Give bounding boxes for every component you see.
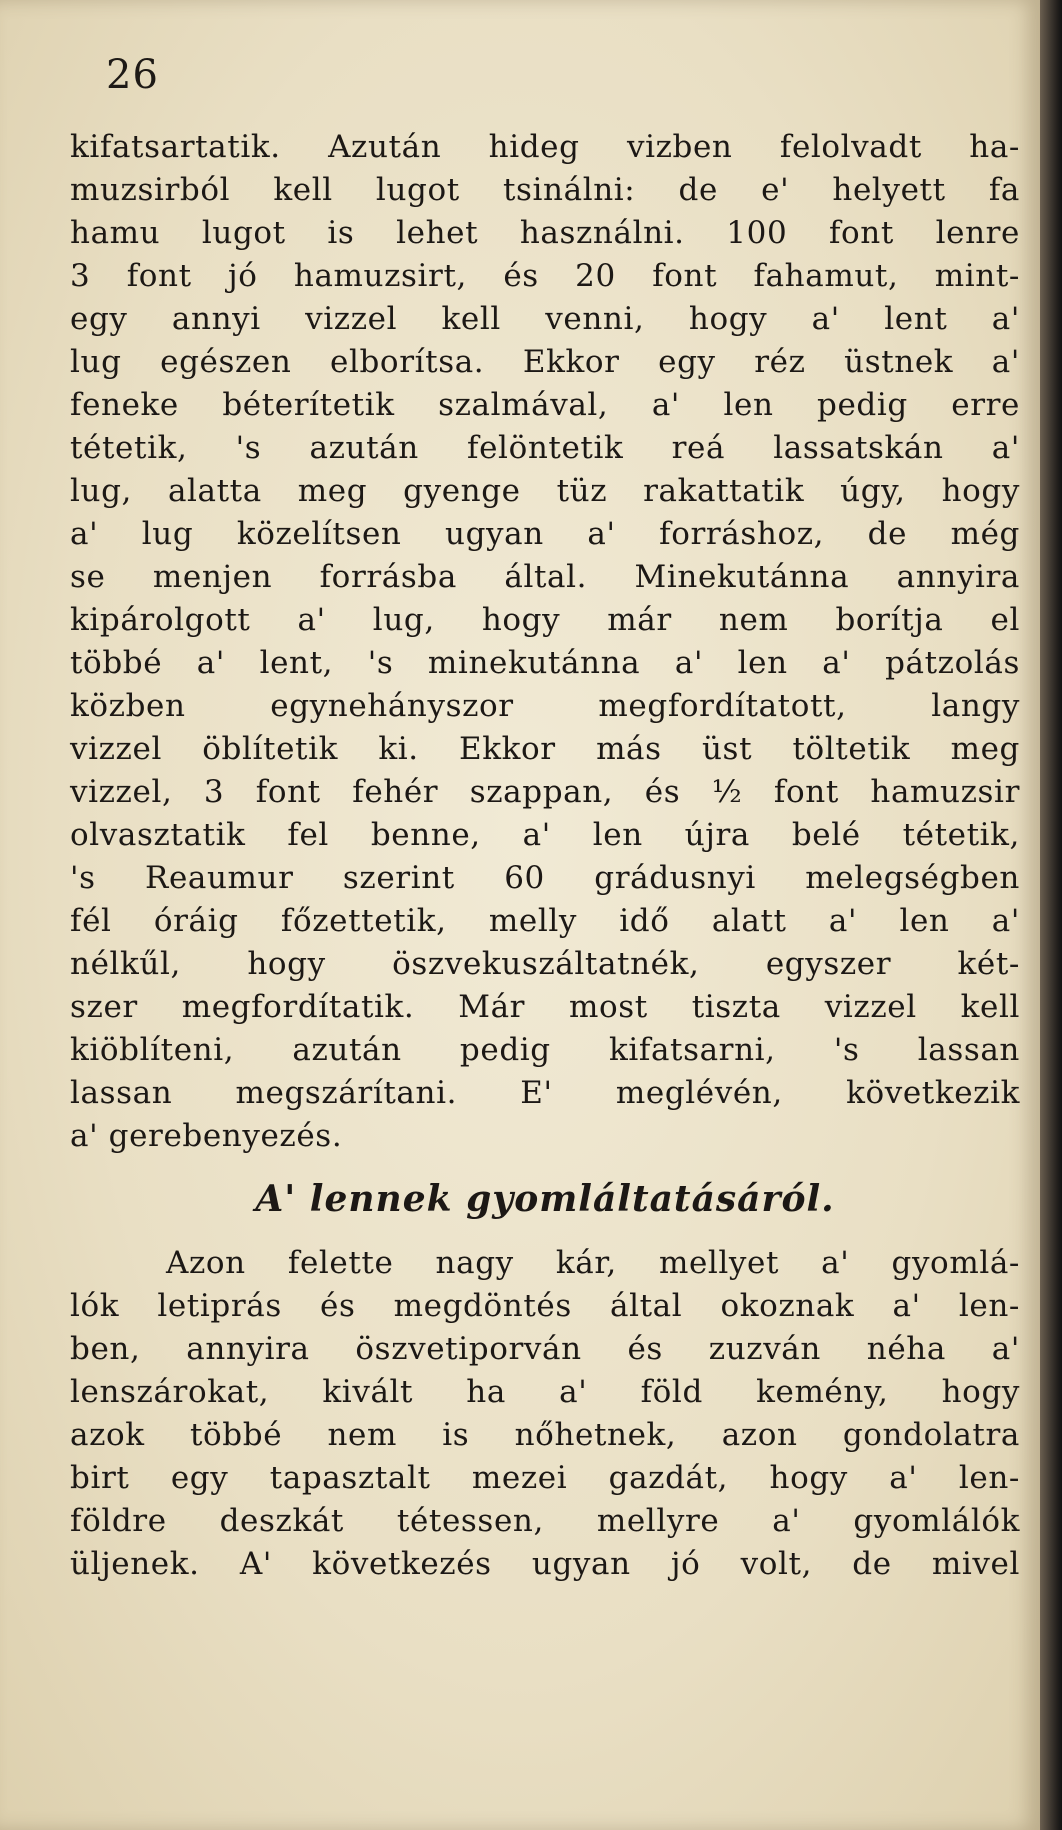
- text-line: földre deszkát tétessen, mellyre a' gyomlálók: [70, 1503, 1020, 1539]
- page-text: [70, 126, 1020, 1586]
- text-line: vizzel, 3 font fehér szappan, és ½ font hamuzsir: [70, 774, 1020, 810]
- text-line: egy annyi vizzel kell venni, hogy a' lent a': [70, 301, 1020, 337]
- text-line: Azon felette nagy kár, mellyet a' gyomlá-: [166, 1245, 1020, 1281]
- text-line: kifatsartatik. Azután hideg vizben felolvadt ha-: [70, 129, 1020, 165]
- text-line: vizzel öblítetik ki. Ekkor más üst töltetik meg: [70, 731, 1020, 767]
- text-line: ben, annyira öszvetiporván és zuzván néha a': [70, 1331, 1020, 1367]
- text-line: azok többé nem is nőhetnek, azon gondolatra: [70, 1417, 1020, 1453]
- paragraph-flax-processing: [70, 126, 1020, 1158]
- text-line: lók letiprás és megdöntés által okoznak a' len-: [70, 1288, 1020, 1324]
- text-line: fél óráig főzettetik, melly idő alatt a' len a': [70, 903, 1020, 939]
- text-line: nélkűl, hogy öszvekuszáltatnék, egyszer két-: [70, 946, 1020, 982]
- text-line: szer megfordítatik. Már most tiszta vizzel kell: [70, 989, 1020, 1025]
- text-line: a' gerebenyezés.: [70, 1118, 343, 1154]
- page-number: 26: [106, 52, 159, 98]
- section-heading: A' lennek gyomláltatásáról.: [255, 1178, 835, 1220]
- text-line: közben egynehányszor megfordítatott, langy: [70, 688, 1020, 724]
- text-line: üljenek. A' következés ugyan jó volt, de mivel: [70, 1546, 1020, 1582]
- text-line: kiöblíteni, azután pedig kifatsarni, 's lassan: [70, 1032, 1020, 1068]
- text-line: se menjen forrásba által. Minekutánna annyira: [70, 559, 1020, 595]
- text-line: hamu lugot is lehet használni. 100 font lenre: [70, 215, 1020, 251]
- text-line: többé a' lent, 's minekutánna a' len a' pátzolás: [70, 645, 1020, 681]
- text-line: lassan megszárítani. E' meglévén, következik: [70, 1075, 1020, 1111]
- text-line: tétetik, 's azután felöntetik reá lassatskán a': [70, 430, 1020, 466]
- text-line: kipárolgott a' lug, hogy már nem borítja el: [70, 602, 1020, 638]
- text-line: lug egészen elborítsa. Ekkor egy réz üstnek a': [70, 344, 1020, 380]
- text-line: feneke béterítetik szalmával, a' len pedig erre: [70, 387, 1020, 423]
- text-line: lenszárokat, kivált ha a' föld kemény, hogy: [70, 1374, 1020, 1410]
- text-line: lug, alatta meg gyenge tüz rakattatik úgy, hogy: [70, 473, 1020, 509]
- book-binding-edge: [1040, 0, 1062, 1830]
- text-line: olvasztatik fel benne, a' len újra belé tétetik,: [70, 817, 1020, 853]
- text-line: muzsirból kell lugot tsinálni: de e' helyett fa: [70, 172, 1020, 208]
- text-line: 's Reaumur szerint 60 grádusnyi melegségben: [70, 860, 1020, 896]
- paragraph-weeding: [70, 1242, 1020, 1586]
- text-line: a' lug közelítsen ugyan a' forráshoz, de még: [70, 516, 1020, 552]
- text-line: 3 font jó hamuzsirt, és 20 font fahamut, mint-: [70, 258, 1020, 294]
- text-line: birt egy tapasztalt mezei gazdát, hogy a' len-: [70, 1460, 1020, 1496]
